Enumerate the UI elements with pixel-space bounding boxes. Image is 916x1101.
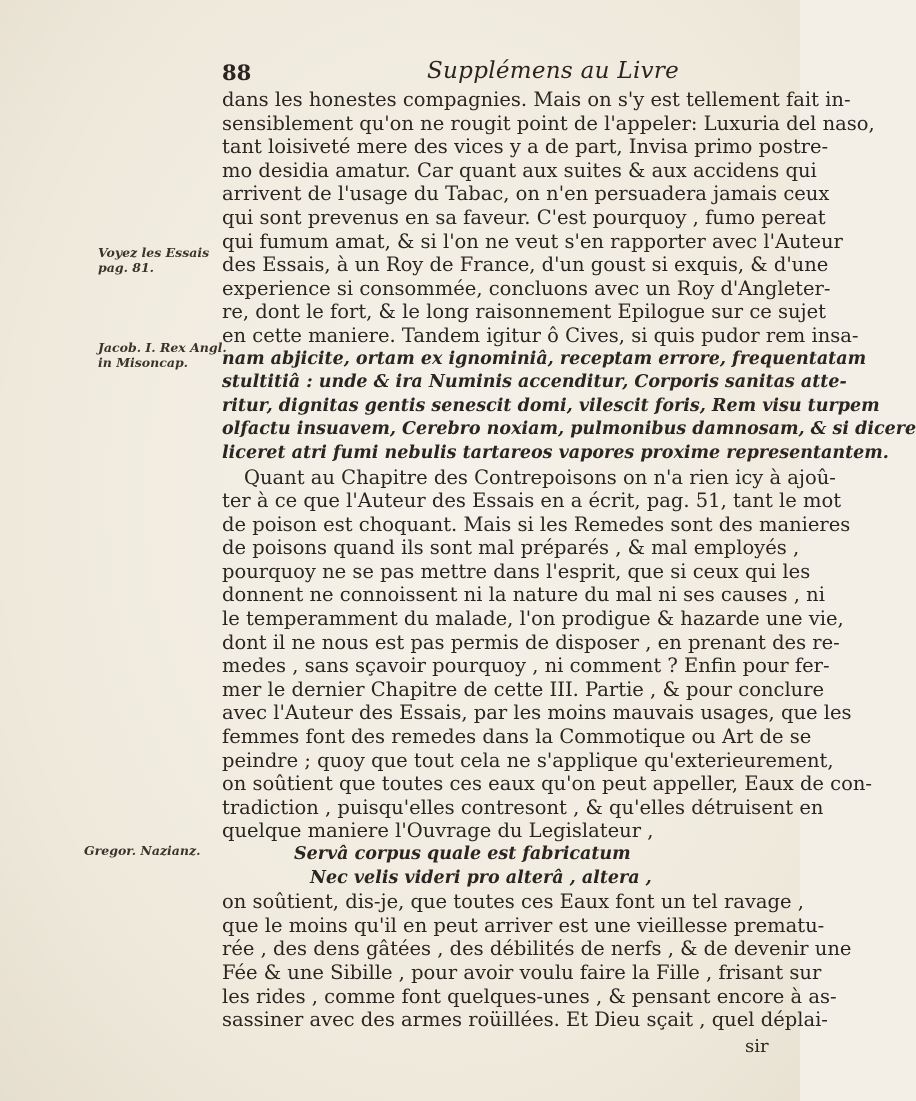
latin-line: olfactu insuavem, Cerebro noxiam, pulmonibus damnosam, & si dicere <box>222 419 916 440</box>
text-line: arrivent de l'usage du Tabac, on n'en persuadera jamais ceux <box>222 182 830 206</box>
text-line: peindre ; quoy que tout cela ne s'applique qu'exterieurement, <box>222 748 834 772</box>
margin-note-line: pag. 81. <box>98 260 155 275</box>
text-line: rée , des dens gâtées , des débilités de nerfs , & de devenir une <box>222 937 852 961</box>
text-line: medes , sans sçavoir pourquoy , ni comment ? Enfin pour fer- <box>222 654 830 678</box>
text-line: mer le dernier Chapitre de cette III. Partie , & pour conclure <box>222 677 825 701</box>
body-text <box>222 88 916 1032</box>
latin-line: liceret atri fumi nebulis tartareos vapores proxime representantem. <box>222 442 889 463</box>
text-line: en cette maniere. Tandem igitur ô Cives, si quis pudor rem insa- <box>222 323 859 347</box>
verse-line: Nec velis videri pro alterâ , altera , <box>310 867 652 888</box>
text-line: avec l'Auteur des Essais, par les moins mauvais usages, que les <box>222 701 852 725</box>
text-line: ter à ce que l'Auteur des Essais en a écrit, pag. 51, tant le mot <box>222 489 842 513</box>
verse-line: Servâ corpus quale est fabricatum <box>294 844 631 864</box>
margin-note-essais <box>98 245 209 275</box>
text-line: Fée & une Sibille , pour avoir voulu faire la Fille , frisant sur <box>222 960 822 984</box>
text-line: sensiblement qu'on ne rougit point de l'appeler: Luxuria del naso, <box>222 111 875 135</box>
text-line: donnent ne connoissent ni la nature du mal ni ses causes , ni <box>222 583 825 607</box>
text-line: on soûtient que toutes ces eaux qu'on peut appeller, Eaux de con- <box>222 772 872 796</box>
text-line: experience si consommée, concluons avec un Roy d'Angleter- <box>222 276 831 300</box>
latin-line: stultitiâ : unde & ira Numinis accenditur, Corporis sanitas atte- <box>222 372 847 393</box>
margin-note-line: Jacob. I. Rex Angl. <box>98 340 227 355</box>
text-line: des Essais, à un Roy de France, d'un goust si exquis, & d'une <box>222 253 829 277</box>
paragraph-start-line: Quant au Chapitre des Contrepoisons on n'a rien icy à ajoû- <box>244 465 836 489</box>
text-line: tradiction , puisqu'elles contresont , & qu'elles détruisent en <box>222 795 824 819</box>
text-line: dans les honestes compagnies. Mais on s'y est tellement fait in- <box>222 88 851 111</box>
text-line: qui sont prevenus en sa faveur. C'est pourquoy , fumo pereat <box>222 205 826 229</box>
latin-line: ritur, dignitas gentis senescit domi, vilescit foris, Rem visu turpem <box>222 395 880 416</box>
running-title: Supplémens au Livre <box>427 58 680 84</box>
latin-line: nam abjicite, ortam ex ignominiâ, receptam errore, frequentatam <box>222 348 867 369</box>
margin-note-line: Voyez les Essais <box>98 245 210 260</box>
text-line: qui fumum amat, & si l'on ne veut s'en rapporter avec l'Auteur <box>222 229 843 253</box>
text-line: dont il ne nous est pas permis de disposer , en prenant des re- <box>222 630 840 654</box>
margin-note-jacob <box>98 340 227 370</box>
text-line: sassiner avec des armes roüillées. Et Dieu sçait , quel déplai- <box>222 1008 828 1032</box>
text-line: on soûtient, dis-je, que toutes ces Eaux font un tel ravage , <box>222 890 804 914</box>
text-line: pourquoy ne se pas mettre dans l'esprit, que si ceux qui les <box>222 559 811 583</box>
text-line: re, dont le fort, & le long raisonnement Epilogue sur ce sujet <box>222 300 826 324</box>
text-line: le temperamment du malade, l'on prodigue & hazarde une vie, <box>222 607 844 631</box>
page-header <box>222 58 792 88</box>
text-line: les rides , comme font quelques-unes , & pensant encore à as- <box>222 984 837 1008</box>
text-line: de poison est choquant. Mais si les Remedes sont des manieres <box>222 512 851 536</box>
text-line: quelque maniere l'Ouvrage du Legislateur , <box>222 819 654 843</box>
margin-note-line: Gregor. Nazianz. <box>84 843 201 858</box>
catchword: sir <box>745 1036 769 1057</box>
text-line: femmes font des remedes dans la Commotique ou Art de se <box>222 725 812 749</box>
text-line: de poisons quand ils sont mal préparés , & mal employés , <box>222 536 800 560</box>
text-line: tant loisiveté mere des vices y a de part, Invisa primo postre- <box>222 135 829 159</box>
margin-note-line: in Misoncap. <box>98 355 189 370</box>
text-line: mo desidia amatur. Car quant aux suites & aux accidens qui <box>222 158 817 182</box>
text-line: que le moins qu'il en peut arriver est une vieillesse prematu- <box>222 913 825 937</box>
page-number: 88 <box>222 60 252 85</box>
margin-note-gregor <box>84 843 200 858</box>
